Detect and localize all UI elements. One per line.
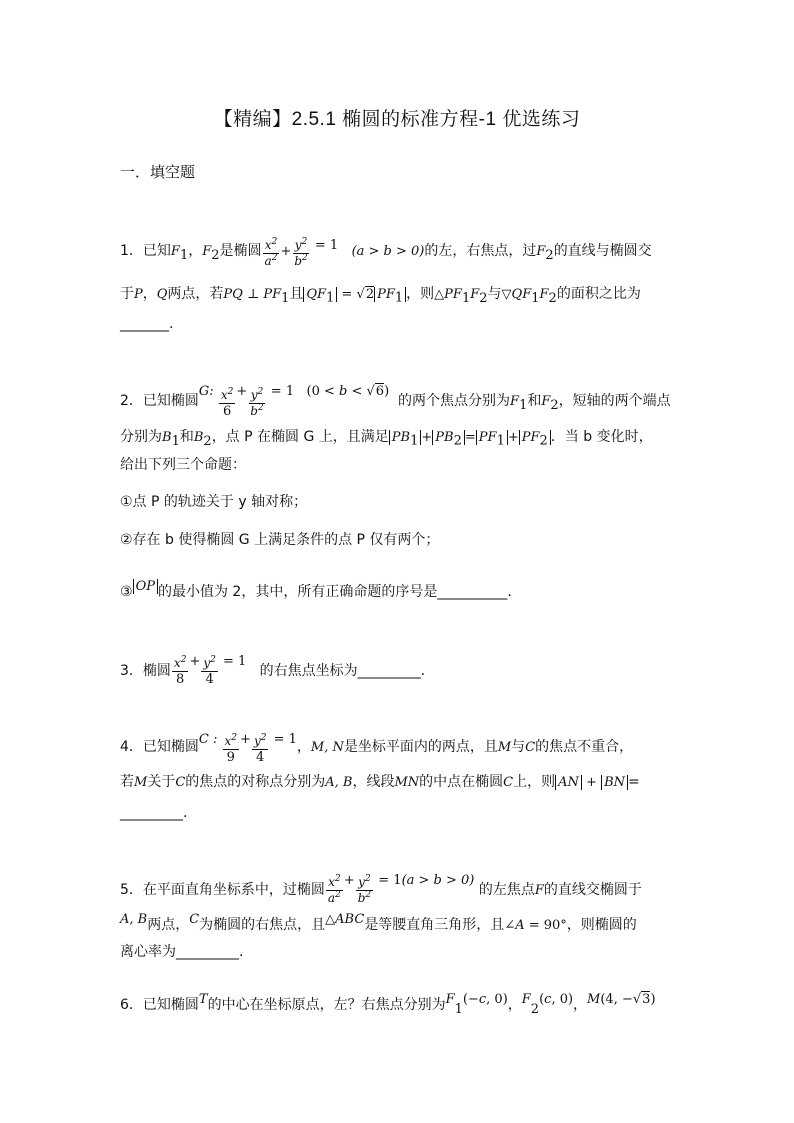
question-4-line-1: 4．已知椭圆C : $\frac{x^2}{9}$ + $\frac{y^2}{4}$ = 1，M, N是坐标平面内的两点，且M与C的焦点不重合， (120, 732, 634, 765)
question-5-line-2: A, B两点，C为椭圆的右焦点，且△ABC是等腰直角三角形，且∠A = 90°，则椭圆的 (120, 912, 637, 933)
question-2-line-2: 分别为$B_1$和$B_2$，点 P 在椭圆 G 上，且满足 $PB_1 + PB_2 = PF_1 + PF_2$ ．当 b 变化时， (120, 429, 653, 449)
question-1-line-1: 1．已知$F_1$，$F_2$是椭圆 $\frac{x^2}{a^2}$ + $\frac{y^2}{b^2}$ = 1 (a > b > 0)的左，右焦点，过$F_2$的直线与椭圆交 (120, 237, 652, 268)
question-5-line-3: 离心率为_________. (120, 944, 244, 960)
page-title: 【精编】2.5.1 椭圆的标准方程-1 优选练习 (213, 109, 581, 130)
question-6-line-1: 6．已知椭圆T的中心在坐标原点，左？右焦点分别为$F_1(-c$, 0)，$F_2(c$, 0)，M(4, −√3) (120, 992, 656, 1017)
question-1-line-3: _______. (120, 316, 174, 332)
question-2-option-3: ③ OP 的最小值为 2，其中，所有正确命题的序号是__________. (120, 579, 512, 600)
section-heading: 一．填空题 (120, 163, 196, 181)
question-2-option-1: ①点 P 的轨迹关于 y 轴对称； (120, 494, 308, 510)
question-2-option-2: ②存在 b 使得椭圆 G 上满足条件的点 P 仅有两个； (120, 532, 440, 548)
question-4-line-3: _________. (120, 805, 188, 821)
question-2-line-1: 2．已知椭圆G: $\frac{x^2}{6}$ + $\frac{y^2}{b^2}$ = 1 (0 < b < √6) 的两个焦点分别为$F_1$和$F_2$，短轴的两个端点 (120, 384, 671, 419)
question-2-line-3: 给出下列三个命题： (120, 457, 246, 473)
question-3-line-1: 3．椭圆 $\frac{x^2}{8}$ + $\frac{y^2}{4}$ = 1 的右焦点坐标为_________. (120, 654, 426, 687)
question-4-line-2: 若M关于C的焦点的对称点分别为A, B，线段MN的中点在椭圆C上，则 AN + BN = (120, 774, 640, 790)
question-5-line-1: 5．在平面直角坐标系中，过椭圆 $\frac{x^2}{a^2}$ + $\frac{y^2}{b^2}$ = 1(a > b > 0) 的左焦点F的直线交椭圆于 (120, 873, 642, 905)
question-1-line-2: 于P，Q两点，若PQ ⊥ $PF_1$且 $QF_1 = √2$ $PF_1$ ，则$\triangle PF_1F_2$与$▽QF_1F_2$的面积之比为 (120, 286, 641, 306)
